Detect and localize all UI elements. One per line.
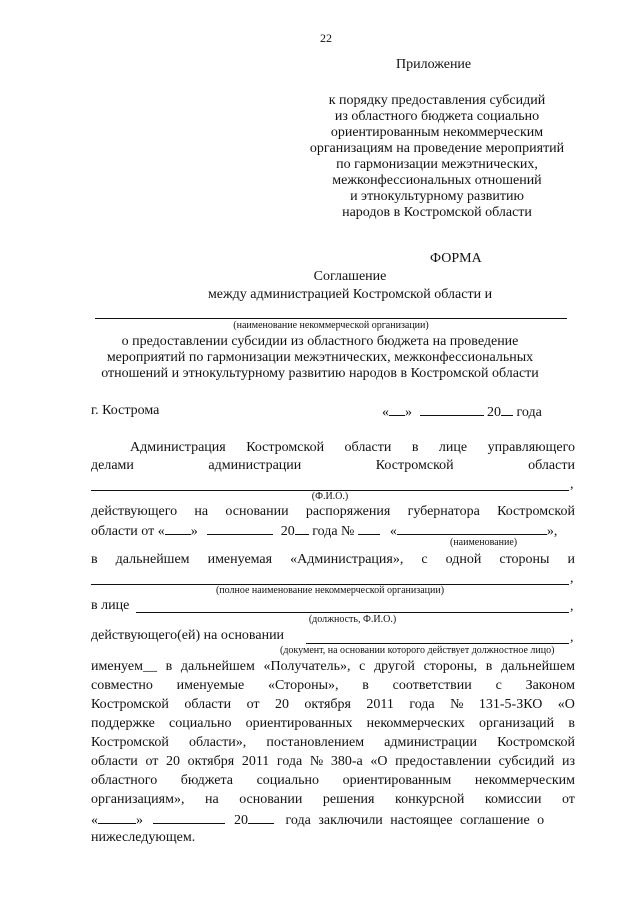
order-day-field[interactable] (165, 522, 191, 535)
form-label: ФОРМА (430, 251, 482, 266)
document-comma: , (570, 630, 574, 645)
decision-day-field[interactable] (98, 811, 136, 824)
subject-line: мероприятий по гармонизации межэтнических, межконфессиональных (106, 350, 534, 365)
year-field[interactable] (501, 403, 513, 416)
acting-label: действующего(ей) на основании (91, 628, 285, 643)
order-number-field[interactable] (358, 522, 380, 535)
body-line-2: делами администрации Костромской области (91, 458, 575, 473)
org-name-line[interactable] (95, 318, 567, 319)
appendix-line: и этнокультурному развитию (350, 189, 524, 204)
position-line[interactable] (136, 612, 569, 613)
fio-caption: (Ф.И.О.) (311, 491, 349, 502)
order-month-field[interactable] (207, 522, 273, 535)
place: г. Кострома (91, 403, 160, 418)
para-line-2: совместно именуемые «Стороны», в соответствии с Законом (91, 678, 575, 693)
final-line: нижеследующем. (91, 830, 196, 845)
para-line-1: именуем__ в дальнейшем «Получатель», с другой стороны, в дальнейшем (91, 659, 575, 674)
appendix-line: по гармонизации межэтнических, (336, 157, 538, 172)
document-line[interactable] (306, 643, 569, 644)
fio-comma: , (570, 477, 574, 492)
decision-month-field[interactable] (153, 811, 225, 824)
appendix-line: к порядку предоставления субсидий (328, 93, 546, 108)
para-line-8: организациям», на основании решения конкурсной комиссии от (91, 792, 575, 807)
body-line-1: Администрация Костромской области в лице управляющего (130, 440, 575, 455)
page-number: 22 (320, 31, 332, 45)
subject-line: отношений и этнокультурному развитию народов в Костромской области (101, 366, 539, 381)
agreement-title: Соглашение (313, 269, 387, 284)
day-field[interactable] (389, 403, 405, 416)
para-line-4: поддержке социально ориентированных некоммерческих организаций в (91, 716, 575, 731)
month-field[interactable] (420, 403, 484, 416)
agreement-between: между администрацией Костромской области и (207, 287, 493, 302)
position-caption: (должность, Ф.И.О.) (308, 614, 397, 625)
subject-line: о предоставлении субсидии из областного бюджета на проведение (121, 334, 519, 349)
full-name-caption: (полное наименование некоммерческой организации) (215, 585, 445, 596)
decision-year-field[interactable] (248, 811, 274, 824)
appendix-line: народов в Костромской области (342, 205, 532, 220)
appendix-line: ориентированным некоммерческим (330, 125, 544, 140)
body-line-4: области от « » 20 года № « », (91, 524, 558, 539)
order-name-field[interactable] (397, 522, 547, 535)
appendix-line: межконфессиональных отношений (332, 173, 542, 188)
para-line-3: Костромской области от 20 октября 2011 года № 131-5-ЗКО «О (91, 697, 575, 712)
decision-date-line: « » 20 года заключили настоящее соглашение о (91, 813, 545, 828)
body-line-3: действующего на основании распоряжения губернатора Костромской (91, 504, 575, 519)
para-line-5: Костромской области», постановлением администрации Костромской (91, 735, 575, 750)
agreement-date: « » 20 года (382, 405, 542, 420)
name-caption: (наименование) (450, 537, 518, 548)
order-year-field[interactable] (295, 522, 309, 535)
org-caption: (наименование некоммерческой организации) (233, 320, 429, 331)
appendix-line: организациям на проведение мероприятий (309, 141, 565, 156)
document-caption: (документ, на основании которого действует должностное лицо) (280, 645, 555, 656)
position-comma: , (570, 599, 574, 614)
agreement-subject (60, 334, 580, 382)
para-line-6: области от 20 октября 2011 года № 380-а «О предоставлении субсидий из (91, 754, 575, 769)
in-person-label: в лице (91, 598, 130, 613)
appendix-title: Приложение (396, 57, 472, 72)
body-line-5: в дальнейшем именуемая «Администрация», с одной стороны и (91, 552, 575, 567)
appendix-line: из областного бюджета социально (334, 109, 540, 124)
para-line-7: областного бюджета социально ориентированным некоммерческим (91, 773, 575, 788)
appendix-text (292, 93, 582, 221)
full-name-comma: , (570, 571, 574, 586)
